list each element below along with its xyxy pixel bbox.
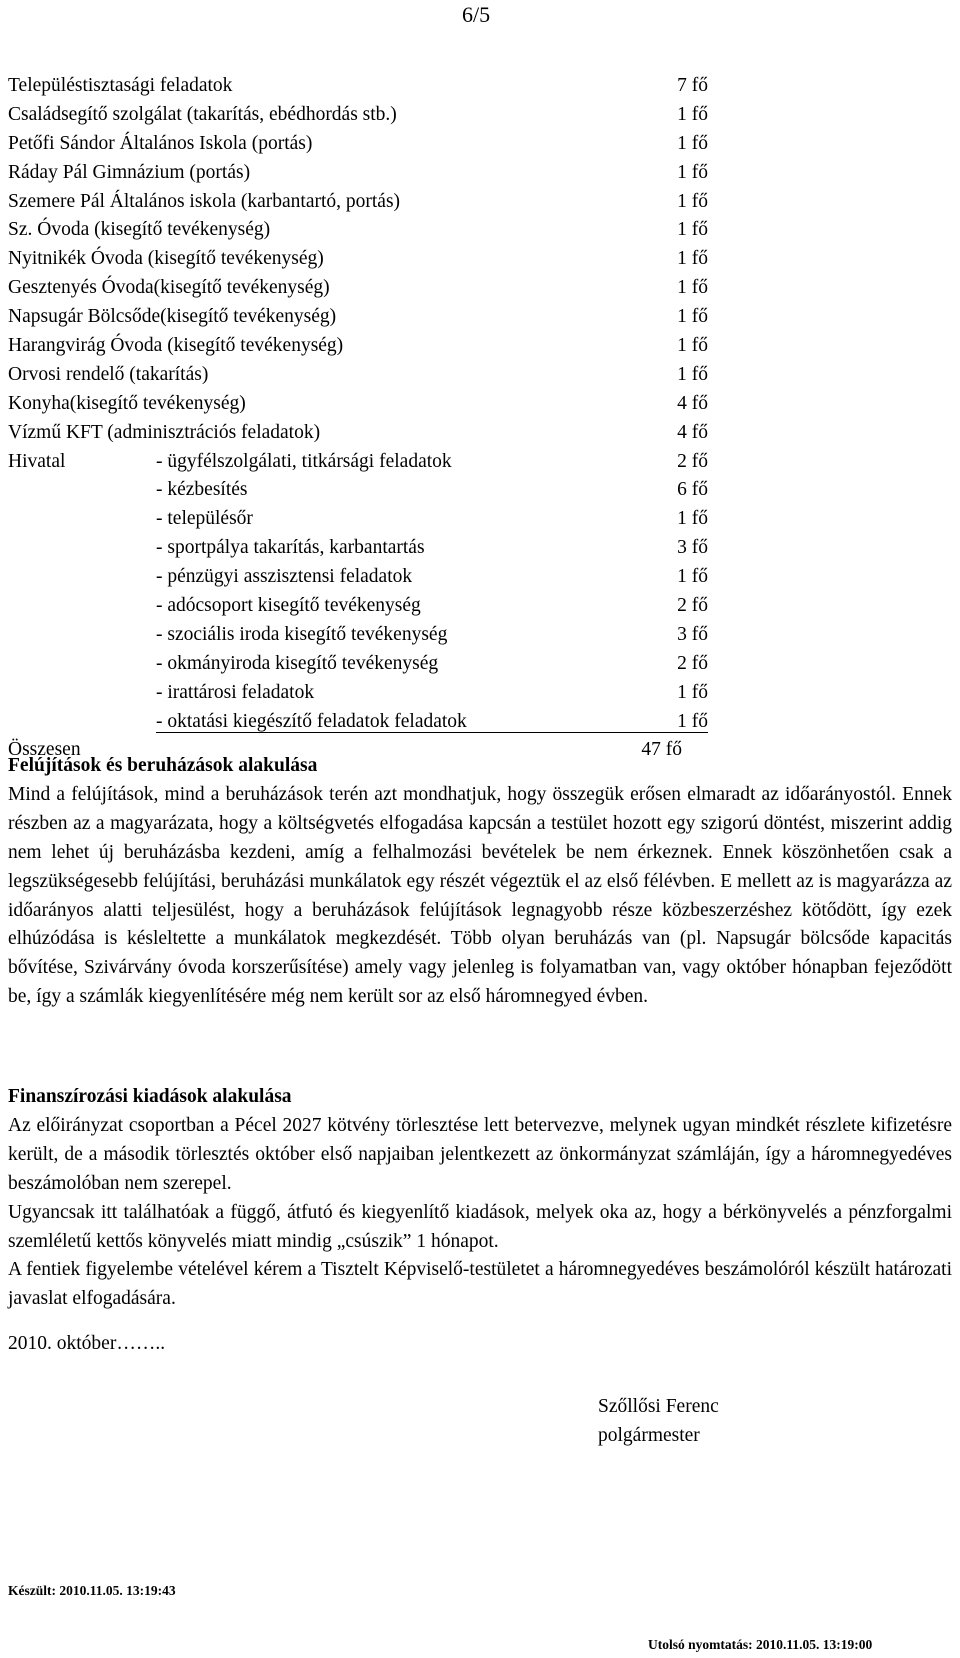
staff-name: Petőfi Sándor Általános Iskola (portás) [8, 132, 313, 154]
hivatal-task: - oktatási kiegészítő feladatok feladatok [156, 710, 467, 732]
hivatal-row [8, 708, 708, 737]
staff-row [8, 130, 708, 159]
renovations-section [8, 752, 952, 1012]
staff-count: 4 fő [677, 421, 708, 443]
staff-name: Orvosi rendelő (takarítás) [8, 363, 209, 385]
staff-row [8, 390, 708, 419]
staff-count: 1 fő [677, 277, 708, 299]
hivatal-count: 1 fő [677, 681, 708, 703]
hivatal-count: 2 fő [677, 652, 708, 674]
staff-count: 1 fő [677, 132, 708, 154]
hivatal-task: - okmányiroda kisegítő tevékenység [156, 652, 439, 674]
staff-row [8, 419, 708, 448]
hivatal-row [8, 534, 708, 563]
total-count: 47 fő [641, 739, 682, 761]
staff-name: Napsugár Bölcsőde(kisegítő tevékenység) [8, 306, 337, 328]
staff-count: 1 fő [677, 190, 708, 212]
staff-row [8, 303, 708, 332]
staff-count: 4 fő [677, 392, 708, 414]
financing-heading: Finanszírozási kiadások alakulása [8, 1086, 292, 1107]
signatory-title: polgármester [598, 1424, 700, 1446]
staff-name: Ráday Pál Gimnázium (portás) [8, 161, 251, 183]
hivatal-task: - pénzügyi asszisztensi feladatok [156, 566, 413, 588]
staff-name: Családsegítő szolgálat (takarítás, ebédhordás stb.) [8, 103, 397, 125]
hivatal-count: 3 fő [677, 537, 708, 559]
staff-count: 1 fő [677, 248, 708, 270]
hivatal-count: 2 fő [677, 450, 708, 472]
staff-name: Gesztenyés Óvoda(kisegítő tevékenység) [8, 277, 330, 299]
hivatal-count: 1 fő [677, 710, 708, 732]
staff-table [8, 72, 708, 765]
hivatal-count: 1 fő [677, 508, 708, 530]
staff-row [8, 159, 708, 188]
hivatal-row [8, 650, 708, 679]
page-number: 6/5 [462, 2, 491, 27]
date-line: 2010. október…….. [8, 1333, 166, 1354]
hivatal-count: 1 fő [677, 566, 708, 588]
hivatal-task: - adócsoport kisegítő tevékenység [156, 595, 421, 617]
signatory-name: Szőllősi Ferenc [598, 1396, 719, 1417]
staff-count: 1 fő [677, 219, 708, 241]
staff-row [8, 101, 708, 130]
staff-row [8, 72, 708, 101]
hivatal-count: 6 fő [677, 479, 708, 501]
staff-row [8, 274, 708, 303]
staff-name: Harangvirág Óvoda (kisegítő tevékenység) [8, 335, 344, 357]
staff-name: Szemere Pál Általános iskola (karbantartó, portás) [8, 190, 401, 212]
hivatal-row [8, 621, 708, 650]
financing-section [8, 1083, 952, 1314]
hivatal-count: 3 fő [677, 623, 708, 645]
total-label: Összesen [8, 739, 81, 761]
hivatal-task: - sportpálya takarítás, karbantartás [156, 537, 425, 559]
hivatal-task: - szociális iroda kisegítő tevékenység [156, 623, 448, 645]
staff-row [8, 188, 708, 217]
staff-count: 1 fő [677, 103, 708, 125]
hivatal-task: - ügyfélszolgálati, titkársági feladatok [156, 450, 452, 472]
hivatal-row [8, 592, 708, 621]
staff-name: Konyha(kisegítő tevékenység) [8, 392, 246, 414]
staff-count: 7 fő [677, 75, 708, 96]
hivatal-row [8, 679, 708, 708]
staff-count: 1 fő [677, 363, 708, 385]
hivatal-task: - kézbesítés [156, 479, 248, 501]
hivatal-task: - településőr [156, 508, 253, 530]
renovations-paragraph: Mind a felújítások, mind a beruházások terén azt mondhatjuk, hogy összegük erősen elmaradt az időarányostól. Ennek részben az a magyarázata, hogy a költségvetés elfogadása kapcsán a testület hozott egy szigorú döntést, miszerint addig nem lehet új beruházásba kezdeni, amíg a felhalmozási bevételek be nem érkeznek. Ennek köszönhetően csak a legszükségesebb felújítási, beruházási munkálatok egy részét végeztük el az első félévben. E mellett az is magyarázza az időarányos alatti teljesülést, hogy a beruházások felújítások legnagyobb része közbeszerzéshez kötődött, így ezek elhúzódása is késleltette a munkálatok megkezdését. Több olyan beruházás van (pl. Napsugár bölcsőde kapacitás bővítése, Szivárvány óvoda korszerűsítése) amely vagy jelenleg is folyamatban van, vagy október hónapban fejeződött be, így a számlák kiegyenlítésére még nem került sor az első háromnegyed évben. [8, 783, 952, 1008]
staff-count: 1 fő [677, 161, 708, 183]
hivatal-label: Hivatal [8, 450, 66, 472]
hivatal-row [8, 448, 708, 477]
staff-count: 1 fő [677, 306, 708, 328]
hivatal-row [8, 563, 708, 592]
staff-row [8, 332, 708, 361]
hivatal-task: - irattárosi feladatok [156, 681, 315, 703]
financing-paragraph: A fentiek figyelembe vételével kérem a Tisztelt Képviselő-testületet a háromnegyedéves beszámolóról készült határozati javaslat elfogadására. [8, 1259, 952, 1310]
renovations-heading: Felújítások és beruházások alakulása [8, 755, 318, 776]
hivatal-row [8, 505, 708, 534]
staff-name: Vízmű KFT (adminisztrációs feladatok) [8, 421, 321, 443]
staff-count: 1 fő [677, 335, 708, 357]
footer-printed: Utolsó nyomtatás: 2010.11.05. 13:19:00 [648, 1637, 873, 1652]
staff-name: Településtisztasági feladatok [8, 75, 233, 96]
hivatal-count: 2 fő [677, 595, 708, 617]
financing-paragraph: Ugyancsak itt találhatóak a függő, átfutó és kiegyenlítő kiadások, melyek oka az, hogy a bérkönyvelés a pénzforgalmi szemléletű kettős könyvelés miatt mindig „csúszik” 1 hónapot. [8, 1201, 952, 1252]
staff-row [8, 216, 708, 245]
staff-name: Sz. Óvoda (kisegítő tevékenység) [8, 219, 271, 241]
financing-paragraph: Az előirányzat csoportban a Pécel 2027 kötvény törlesztése lett betervezve, melynek ugyan mindkét részlete kifizetésre került, de a második törlesztés október első napjaiban jelentkezett az önkormányzat számláján, így a háromnegyedéves beszámolóban nem szerepel. [8, 1114, 952, 1194]
staff-name: Nyitnikék Óvoda (kisegítő tevékenység) [8, 248, 324, 270]
hivatal-row [8, 476, 708, 505]
staff-row [8, 361, 708, 390]
signature-block [598, 1393, 719, 1451]
staff-row [8, 245, 708, 274]
footer-created: Készült: 2010.11.05. 13:19:43 [8, 1583, 176, 1598]
